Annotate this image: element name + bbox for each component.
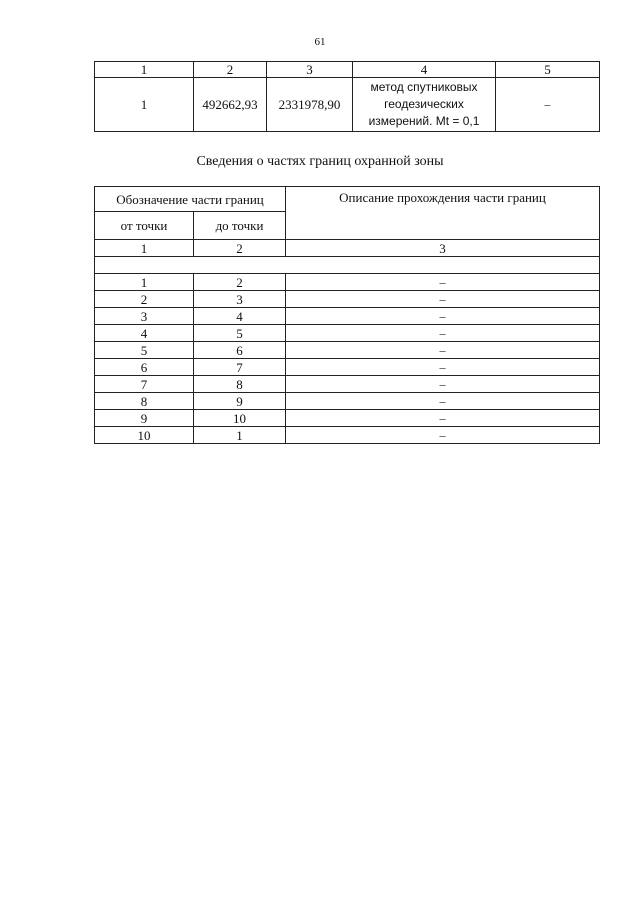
coordinates-header-row (95, 62, 600, 78)
table-row (95, 78, 600, 132)
table-row (95, 427, 600, 444)
to-point-cell: 2 (194, 274, 286, 291)
coordinate-x: 492662,93 (194, 78, 267, 132)
col-header-2: 2 (194, 62, 267, 78)
from-point-cell: 10 (95, 427, 194, 444)
from-point-cell: 3 (95, 308, 194, 325)
table-row (95, 325, 600, 342)
description-cell: – (286, 325, 600, 342)
col-header-3: 3 (267, 62, 353, 78)
to-point-cell: 8 (194, 376, 286, 393)
description-cell: – (286, 393, 600, 410)
to-point-cell: 6 (194, 342, 286, 359)
to-point-cell: 5 (194, 325, 286, 342)
section-title: Сведения о частях границ охранной зоны (196, 154, 444, 169)
boundary-parts-table (94, 186, 600, 444)
parts-rows (95, 274, 600, 444)
description-cell: – (286, 359, 600, 376)
from-point-cell: 2 (95, 291, 194, 308)
from-point-cell: 6 (95, 359, 194, 376)
col-header-1: 1 (95, 62, 194, 78)
to-point-cell: 7 (194, 359, 286, 376)
from-point-cell: 1 (95, 274, 194, 291)
table-row (95, 342, 600, 359)
from-point-cell: 8 (95, 393, 194, 410)
parts-header-row (95, 187, 600, 212)
from-point-header: от точки (95, 212, 194, 240)
description-cell: – (286, 274, 600, 291)
empty-cell (95, 257, 600, 274)
column-number-2: 2 (194, 240, 286, 257)
column-numbers-row (95, 240, 600, 257)
from-point-cell: 4 (95, 325, 194, 342)
table-row (95, 308, 600, 325)
method-line-1: метод спутниковых (370, 80, 478, 94)
description-cell: – (286, 291, 600, 308)
description-cell: – (286, 427, 600, 444)
coordinate-y: 2331978,90 (267, 78, 353, 132)
method-line-2: геодезических (384, 97, 464, 111)
column-number-1: 1 (95, 240, 194, 257)
page-number: 61 (314, 36, 326, 48)
to-point-cell: 10 (194, 410, 286, 427)
designation-header: Обозначение части границ (95, 187, 286, 212)
col-header-5: 5 (496, 62, 600, 78)
note-cell: – (496, 78, 600, 132)
to-point-cell: 9 (194, 393, 286, 410)
description-cell: – (286, 342, 600, 359)
point-number: 1 (95, 78, 194, 132)
to-point-cell: 1 (194, 427, 286, 444)
to-point-header: до точки (194, 212, 286, 240)
table-row (95, 291, 600, 308)
from-point-cell: 5 (95, 342, 194, 359)
table-row (95, 376, 600, 393)
description-cell: – (286, 410, 600, 427)
table-row (95, 274, 600, 291)
table-row (95, 410, 600, 427)
col-header-4: 4 (353, 62, 496, 78)
description-cell: – (286, 376, 600, 393)
to-point-cell: 4 (194, 308, 286, 325)
description-header: Описание прохождения части границ (286, 187, 600, 240)
empty-row (95, 257, 600, 274)
table-row (95, 393, 600, 410)
from-point-cell: 9 (95, 410, 194, 427)
method-line-3: измерений. Mt = 0,1 (368, 114, 480, 128)
from-point-cell: 7 (95, 376, 194, 393)
column-number-3: 3 (286, 240, 600, 257)
method-cell (353, 78, 496, 132)
description-cell: – (286, 308, 600, 325)
table-row (95, 359, 600, 376)
to-point-cell: 3 (194, 291, 286, 308)
coordinates-table (94, 61, 600, 132)
